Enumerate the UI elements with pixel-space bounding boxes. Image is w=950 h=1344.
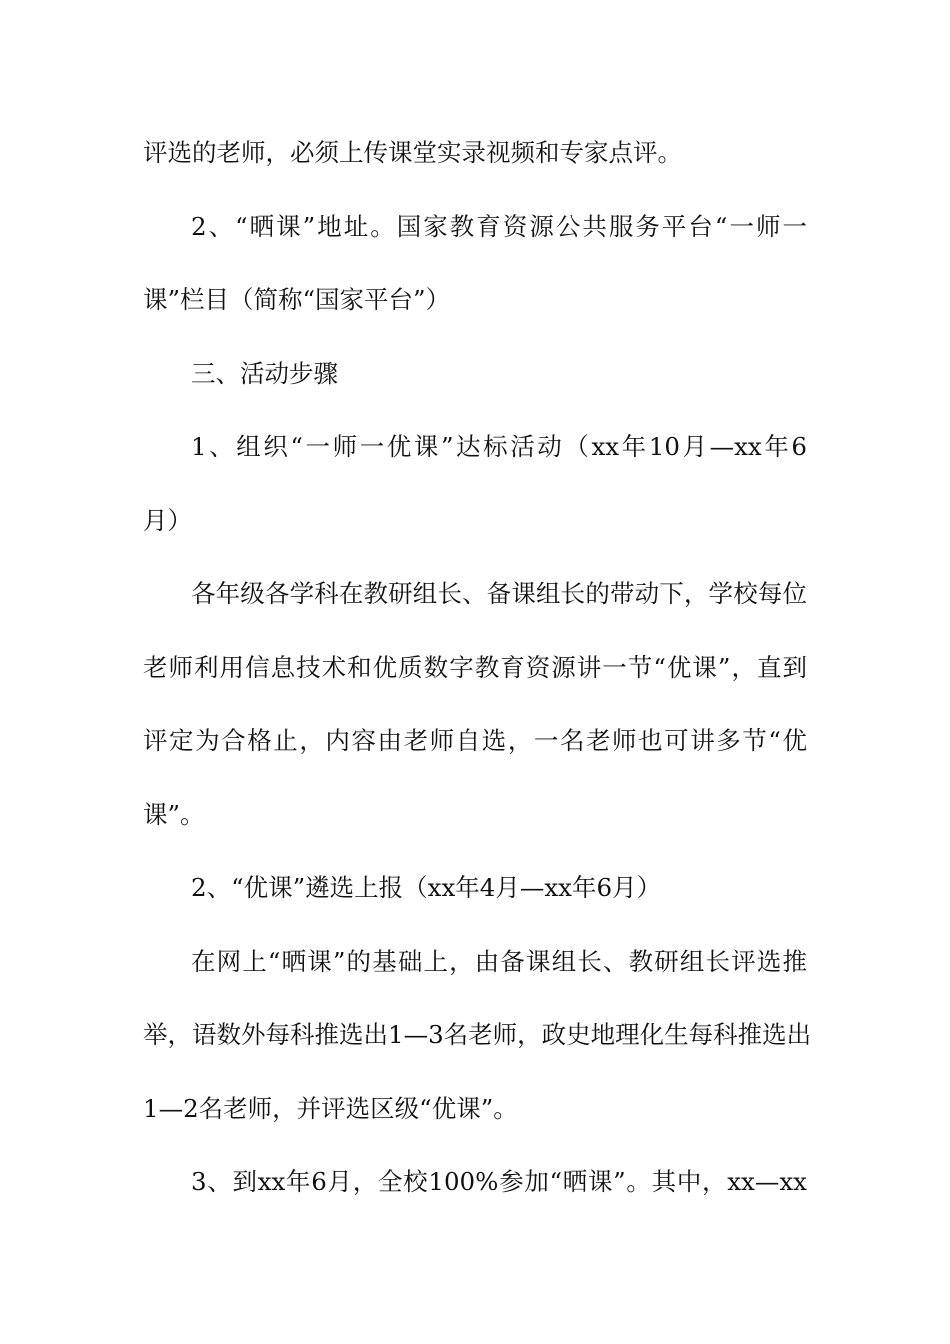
paragraph-line: 2、“晒课”地址。国家教育资源公共服务平台“一师一 (191, 211, 807, 241)
paragraph-line: 评定为合格止，内容由老师自选，一名老师也可讲多节“优 (143, 726, 807, 755)
paragraph-line: 1—2名老师，并评选区级“优课”。 (143, 1093, 518, 1123)
paragraph-line: 在网上“晒课”的基础上，由备课组长、教研组长评选推 (191, 946, 807, 976)
paragraph-line: 老师利用信息技术和优质数字教育资源讲一节“优课”，直到 (143, 652, 807, 682)
paragraph-line: 2、“优课”遴选上报（xx年4月—xx年6月） (191, 873, 662, 902)
paragraph-line: 评选的老师，必须上传课堂实录视频和专家点评。 (143, 138, 682, 167)
paragraph-line: 课”栏目（简称“国家平台”） (143, 285, 451, 314)
paragraph-line: 各年级各学科在教研组长、备课组长的带动下，学校每位 (191, 579, 807, 608)
paragraph-line: 1、组织“一师一优课”达标活动（xx年10月—xx年6 (191, 432, 807, 461)
paragraph-line: 3、到xx年6月，全校100%参加“晒课”。其中，xx—xx (191, 1167, 807, 1196)
document-body (143, 128, 812, 1231)
section-heading: 三、活动步骤 (191, 358, 338, 388)
paragraph-line: 月） (143, 505, 192, 535)
paragraph-line: 课”。 (143, 799, 205, 829)
paragraph-line: 举，语数外每科推选出1—3名老师，政史地理化生每科推选出 (143, 1020, 812, 1049)
